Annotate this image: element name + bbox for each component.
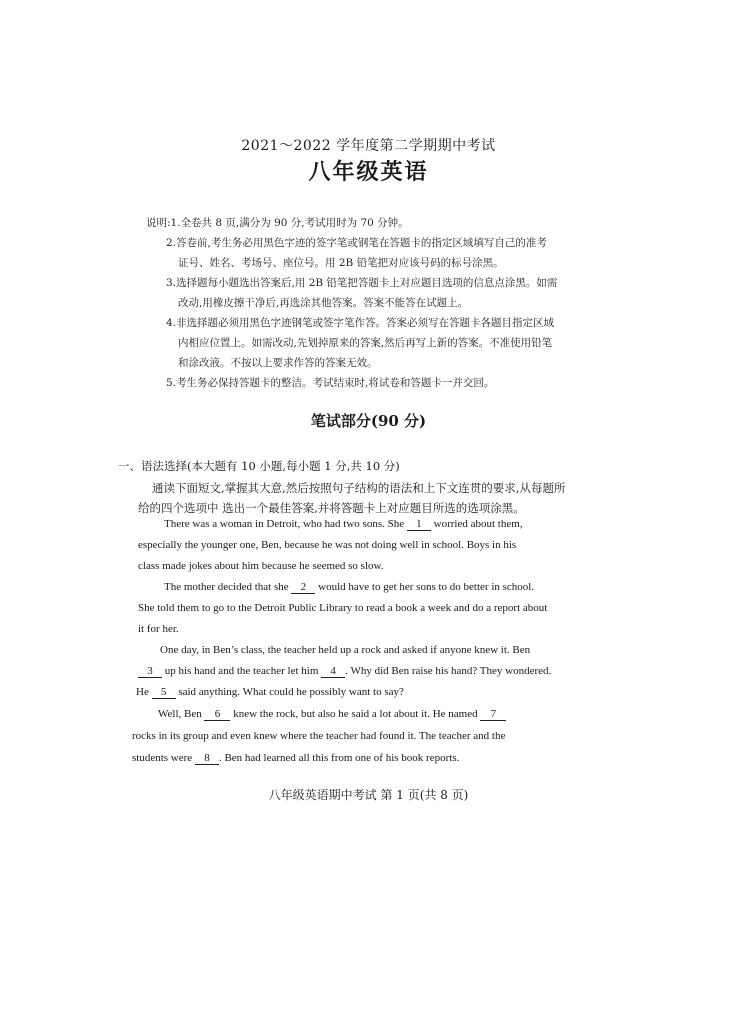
part-title: 一、语法选择(本大题有 10 小题,每小题 1 分,共 10 分) bbox=[118, 459, 400, 473]
instruction-line-3: 证号、姓名、考场号、座位号。用 2B 铅笔把对应该号码的标号涂黑。 bbox=[178, 257, 504, 269]
passage-text: knew the rock, but also he said a lot about it. He named bbox=[230, 708, 481, 720]
blank-4: 4 bbox=[321, 665, 345, 678]
passage-line: it for her. bbox=[138, 623, 179, 635]
instruction-line-2: 2.答卷前,考生务必用黑色字迹的签字笔或钢笔在答题卡的指定区域填写自己的准考 bbox=[166, 237, 547, 249]
instruction-line-9: 5.考生务必保持答题卡的整洁。考试结束时,将试卷和答题卡一并交回。 bbox=[166, 377, 495, 389]
exam-year-title: 2021～2022 学年度第二学期期中考试 bbox=[241, 138, 496, 154]
passage-line bbox=[158, 708, 506, 721]
passage-line: especially the younger one, Ben, because he was not doing well in school. Boys in his bbox=[138, 539, 517, 551]
passage-line bbox=[164, 518, 523, 531]
blank-1: 1 bbox=[407, 518, 431, 531]
passage-line: class made jokes about him because he seemed so slow. bbox=[138, 560, 384, 572]
passage-line: She told them to go to the Detroit Public Library to read a book a week and do a report about bbox=[138, 602, 548, 614]
passage-text: Well, Ben bbox=[158, 708, 205, 720]
passage-text: There was a woman in Detroit, who had two sons. She bbox=[164, 518, 407, 530]
instruction-line-7: 内相应位置上。如需改动,先划掉原来的答案,然后再写上新的答案。不准使用铅笔 bbox=[178, 337, 553, 349]
passage-line bbox=[132, 752, 459, 765]
passage-text: would have to get her sons to do better in school. bbox=[315, 581, 535, 593]
passage-text: up his hand and the teacher let him bbox=[162, 665, 322, 677]
passage-text: . Ben had learned all this from one of his book reports. bbox=[218, 752, 460, 764]
passage-text: worried about them, bbox=[430, 518, 523, 530]
blank-7: 7 bbox=[480, 708, 506, 721]
passage-line bbox=[136, 686, 404, 699]
blank-5: 5 bbox=[152, 686, 176, 699]
passage-text: said anything. What could he possibly want to say? bbox=[175, 686, 404, 698]
instruction-line-8: 和涂改液。不按以上要求作答的答案无效。 bbox=[178, 357, 378, 369]
passage-text: He bbox=[136, 686, 152, 698]
passage-line bbox=[164, 581, 534, 594]
instruction-line-6: 4.非选择题必须用黑色字迹钢笔或签字笔作答。答案必须写在答题卡各题目指定区域 bbox=[166, 317, 555, 329]
blank-2: 2 bbox=[291, 581, 315, 594]
blank-8: 8 bbox=[195, 752, 219, 765]
passage-line: rocks in its group and even knew where the teacher had found it. The teacher and the bbox=[132, 730, 506, 742]
section-title: 笔试部分(90 分) bbox=[310, 412, 427, 430]
instruction-line-1: 说明:1.全卷共 8 页,满分为 90 分,考试用时为 70 分钟。 bbox=[146, 217, 409, 229]
passage-text: students were bbox=[132, 752, 195, 764]
passage-text: The mother decided that she bbox=[164, 581, 292, 593]
passage-line: One day, in Ben’s class, the teacher held up a rock and asked if anyone knew it. Ben bbox=[160, 644, 531, 656]
directions-line-2: 给的四个选项中 选出一个最佳答案,并将答题卡上对应题目所选的选项涂黑。 bbox=[138, 501, 525, 515]
blank-6: 6 bbox=[204, 708, 230, 721]
instruction-line-4: 3.选择题每小题选出答案后,用 2B 铅笔把答题卡上对应题目选项的信息点涂黑。如需 bbox=[166, 277, 558, 289]
page-footer: 八年级英语期中考试 第 1 页(共 8 页) bbox=[268, 788, 469, 802]
exam-main-title: 八年级英语 bbox=[308, 159, 429, 185]
passage-line bbox=[138, 665, 551, 678]
passage-text: . Why did Ben raise his hand? They wondered. bbox=[345, 665, 552, 677]
directions-line-1: 通读下面短文,掌握其大意,然后按照句子结构的语法和上下文连贯的要求,从每题所 bbox=[152, 481, 566, 495]
blank-3: 3 bbox=[138, 665, 162, 678]
instruction-line-5: 改动,用橡皮擦干净后,再选涂其他答案。答案不能答在试题上。 bbox=[178, 297, 469, 309]
